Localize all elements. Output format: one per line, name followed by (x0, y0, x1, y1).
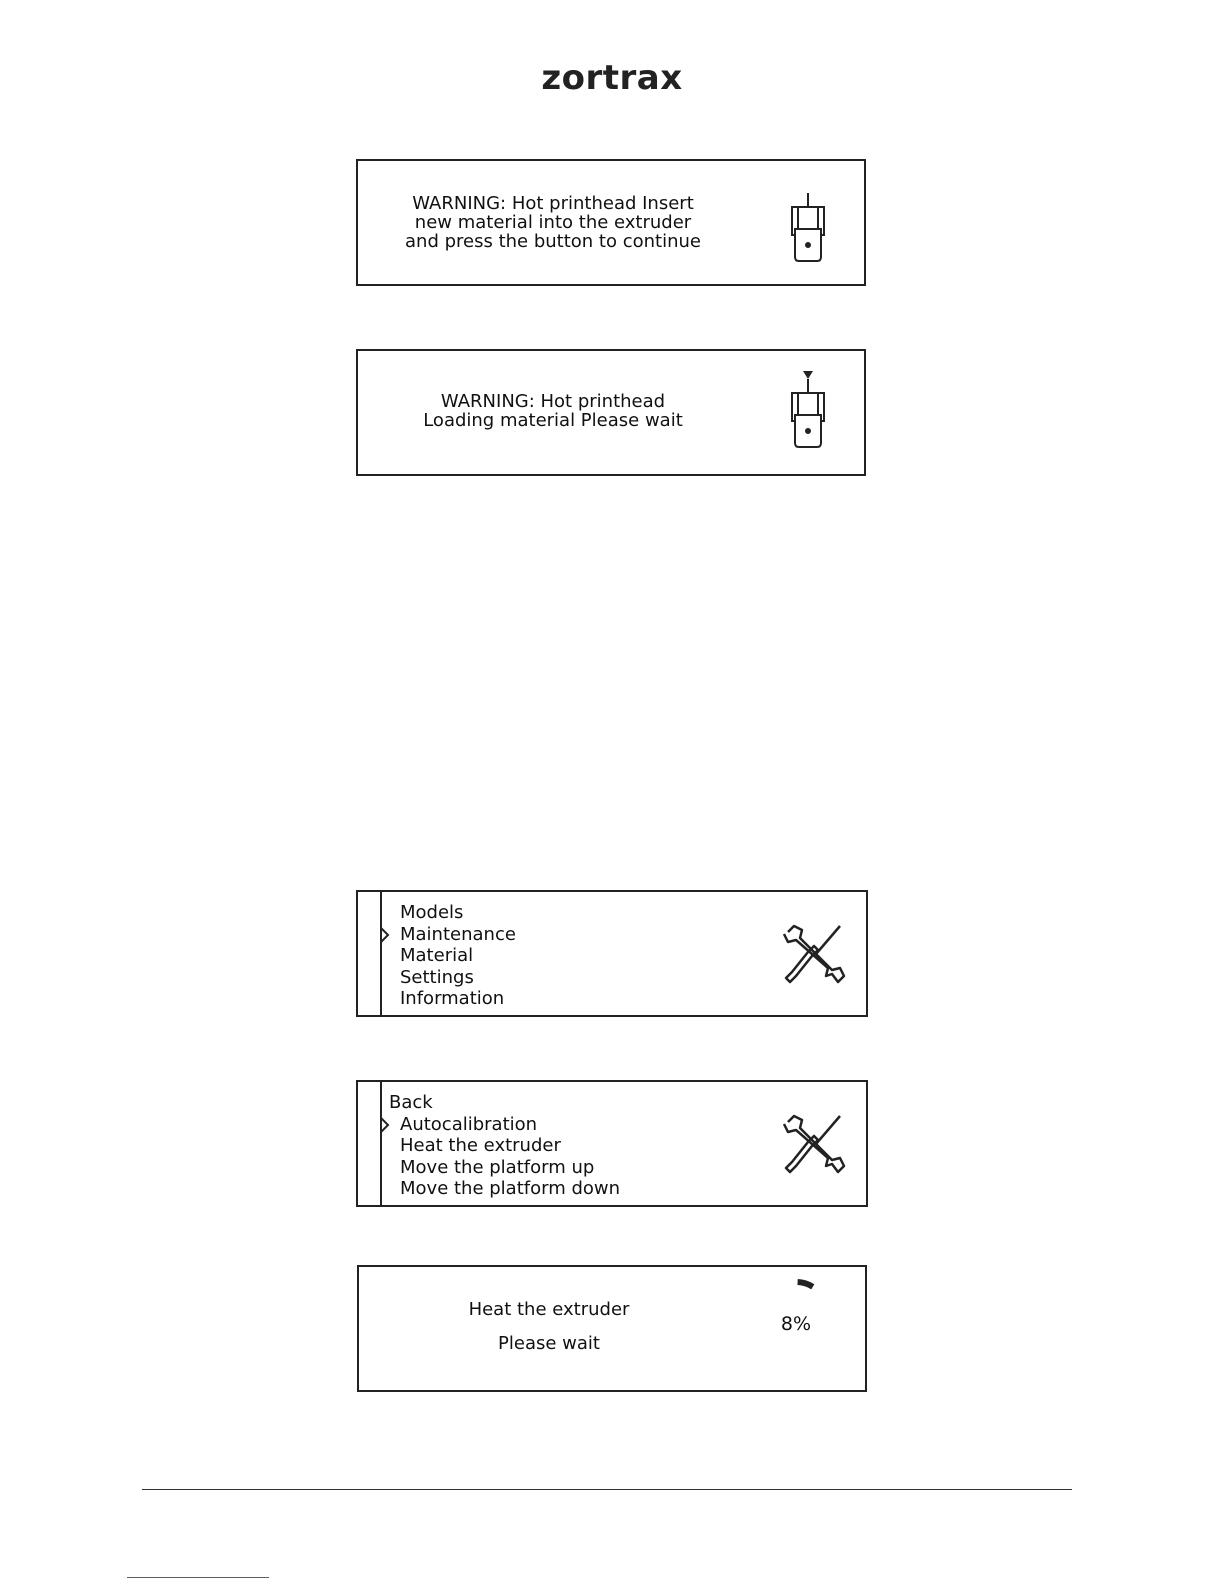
lcd-screen-main-menu (356, 890, 868, 1017)
heating-message (379, 1300, 719, 1353)
extruder-icon (784, 191, 832, 265)
message-line: new material into the extruder (414, 212, 692, 233)
menu-item-autocalibration[interactable]: Autocalibration (400, 1113, 538, 1135)
selection-caret-icon (380, 927, 390, 943)
footer-link-underline (127, 1577, 269, 1578)
message-line: WARNING: Hot printhead Insert (412, 193, 694, 214)
menu-item-heat-extruder[interactable]: Heat the extruder (400, 1135, 561, 1156)
tools-icon (782, 922, 846, 986)
menu-item-settings[interactable]: Settings (400, 966, 474, 988)
zortrax-logo: zortrax (541, 58, 683, 98)
selection-caret-icon (380, 1117, 390, 1133)
heating-subtitle: Please wait (498, 1333, 600, 1354)
lcd-screen-loading-material (356, 349, 866, 476)
progress-percentage: 8% (780, 1313, 812, 1335)
menu-list (389, 1092, 621, 1200)
message-line: and press the button to continue (405, 231, 701, 252)
menu-item-material[interactable]: Material (400, 945, 474, 966)
footer-divider (142, 1489, 1072, 1490)
lcd-screen-insert-material (356, 159, 866, 286)
menu-scroll-bar (380, 892, 382, 1015)
menu-item-back[interactable]: Back (389, 1092, 433, 1113)
warning-message (378, 392, 728, 430)
warning-message (378, 194, 728, 251)
lcd-screen-heating (357, 1265, 867, 1392)
menu-item-platform-up[interactable]: Move the platform up (400, 1156, 595, 1178)
heating-title: Heat the extruder (468, 1299, 630, 1320)
lcd-screen-maintenance-menu (356, 1080, 868, 1207)
menu-item-maintenance[interactable]: Maintenance (400, 923, 516, 945)
tools-icon (782, 1112, 846, 1176)
menu-item-information[interactable]: Information (400, 988, 505, 1009)
extruder-loading-icon (784, 371, 832, 453)
menu-item-platform-down[interactable]: Move the platform down (400, 1178, 621, 1199)
menu-item-models[interactable]: Models (400, 902, 464, 923)
message-line: WARNING: Hot printhead (440, 391, 666, 412)
menu-scroll-bar (380, 1082, 382, 1205)
menu-list (400, 902, 516, 1010)
message-line: Loading material Please wait (423, 410, 683, 431)
